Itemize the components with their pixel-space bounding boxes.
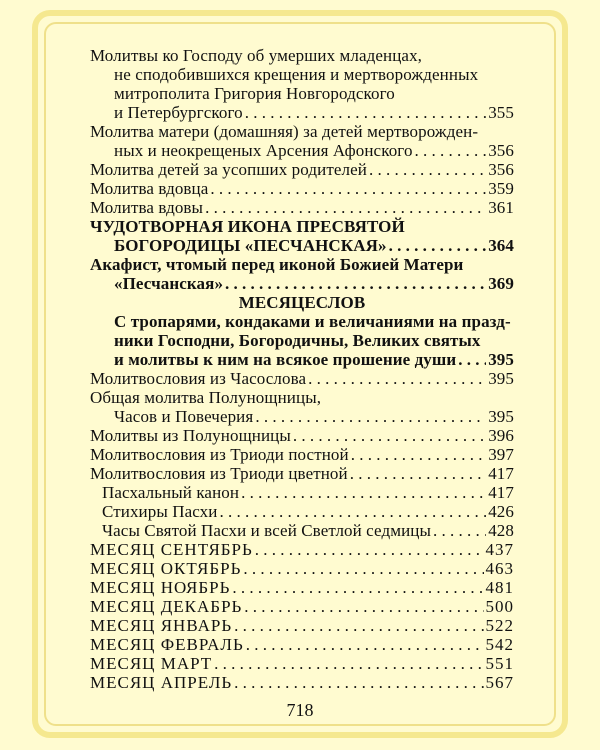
dot-leader [205, 198, 486, 217]
toc-entry-page: 361 [488, 198, 514, 217]
toc-entry-page: 369 [488, 274, 514, 293]
toc-entry [90, 597, 514, 616]
toc-entry-title: Пасхальный канон [102, 483, 240, 502]
toc-entry-title: «Песчанская» [114, 274, 224, 293]
dot-leader [243, 559, 483, 578]
toc-entry [90, 635, 514, 654]
dot-leader [244, 597, 483, 616]
toc-entry-title: МЕСЯЦ НОЯБРЬ [90, 578, 231, 597]
toc-entry-title: Молитвословия из Триоди постной [90, 445, 349, 464]
toc-entry [90, 540, 514, 559]
toc-entry [90, 236, 514, 255]
toc-entry [90, 103, 514, 122]
dot-leader [234, 616, 483, 635]
page-number: 718 [286, 700, 314, 720]
toc-entry-page: 481 [485, 578, 514, 597]
toc-entry [90, 445, 514, 464]
dot-leader [458, 350, 486, 369]
toc-entry [90, 160, 514, 179]
toc-entry-page: 426 [488, 502, 514, 521]
toc-entry-page: 522 [485, 616, 514, 635]
toc-entry-title: МЕСЯЦ ЯНВАРЬ [90, 616, 233, 635]
dot-leader [225, 274, 486, 293]
toc-entry-title: БОГОРОДИЦЫ «ПЕСЧАНСКАЯ» [114, 236, 387, 255]
toc-entry-page: 417 [488, 483, 514, 502]
toc-line: Акафист, чтомый перед иконой Божией Матери [90, 255, 464, 274]
toc-entry-page: 356 [488, 160, 514, 179]
dot-leader [214, 654, 483, 673]
section-heading-mesyatseslov: МЕСЯЦЕСЛОВ [238, 293, 366, 312]
toc-entry [90, 141, 514, 160]
toc-entry-title: Молитвы из Полунощницы [90, 426, 291, 445]
toc-entry [90, 673, 514, 692]
toc-entry-title: Молитва вдовца [90, 179, 209, 198]
toc-entry-title: и молитвы к ним на всякое прошение души [114, 350, 457, 369]
toc-entry-page: 542 [485, 635, 514, 654]
toc-entry-page: 500 [485, 597, 514, 616]
toc-entry-page: 463 [485, 559, 514, 578]
dot-leader [234, 673, 483, 692]
toc-entry-title: МЕСЯЦ ФЕВРАЛЬ [90, 635, 244, 654]
toc-entry-title: МЕСЯЦ МАРТ [90, 654, 213, 673]
toc-entry [90, 483, 514, 502]
dot-leader [232, 578, 483, 597]
toc-entry-title: Молитвословия из Триоди цветной [90, 464, 348, 483]
toc-entry-page: 396 [488, 426, 514, 445]
toc-entry-title: Часы Святой Пасхи и всей Светлой седмицы [102, 521, 431, 540]
toc-entry [90, 426, 514, 445]
toc-line: ники Господни, Богородичны, Великих святых [114, 331, 481, 350]
toc-entry-page: 395 [488, 407, 514, 426]
toc-entry-page: 417 [488, 464, 514, 483]
toc-entry-title: МЕСЯЦ ОКТЯБРЬ [90, 559, 242, 578]
dot-leader [389, 236, 487, 255]
toc-entry-title: Молитва вдовы [90, 198, 204, 217]
toc-entry-page: 356 [488, 141, 514, 160]
dot-leader [219, 502, 486, 521]
dot-leader [415, 141, 487, 160]
dot-leader [245, 103, 486, 122]
toc-entry [90, 179, 514, 198]
toc-line: Молитвы ко Господу об умерших младенцах, [90, 46, 423, 65]
toc-entry-title: Молитва детей за усопших родителей [90, 160, 367, 179]
toc-entry [90, 521, 514, 540]
toc-entry [90, 654, 514, 673]
toc-line: С тропарями, кондаками и величаниями на празд- [114, 312, 511, 331]
toc-line: не сподобившихся крещения и мертворожденных [114, 65, 479, 84]
toc-entry-title: Молитвословия из Часослова [90, 369, 307, 388]
dot-leader [255, 540, 484, 559]
dot-leader [351, 445, 486, 464]
toc-entry [90, 616, 514, 635]
table-of-contents [90, 46, 514, 692]
toc-entry-title: МЕСЯЦ АПРЕЛЬ [90, 673, 233, 692]
dot-leader [210, 179, 486, 198]
dot-leader [369, 160, 486, 179]
toc-heading: ЧУДОТВОРНАЯ ИКОНА ПРЕСВЯТОЙ [90, 217, 405, 236]
toc-entry [90, 407, 514, 426]
dot-leader [293, 426, 486, 445]
toc-entry-page: 551 [485, 654, 514, 673]
toc-entry [90, 274, 514, 293]
toc-entry-page: 397 [488, 445, 514, 464]
toc-entry [90, 198, 514, 217]
toc-entry [90, 350, 514, 369]
toc-entry-page: 437 [485, 540, 514, 559]
dot-leader [433, 521, 486, 540]
toc-line: Молитва матери (домашняя) за детей мертворожден- [90, 122, 479, 141]
toc-entry [90, 464, 514, 483]
toc-entry [90, 559, 514, 578]
dot-leader [255, 407, 486, 426]
toc-entry-title: МЕСЯЦ СЕНТЯБРЬ [90, 540, 253, 559]
toc-entry-page: 355 [488, 103, 514, 122]
toc-entry-title: и Петербургского [114, 103, 243, 122]
dot-leader [246, 635, 484, 654]
toc-entry-page: 395 [488, 369, 514, 388]
toc-entry-title: Часов и Повечерия [114, 407, 254, 426]
toc-line: митрополита Григория Новгородского [114, 84, 395, 103]
toc-entry-page: 395 [488, 350, 514, 369]
toc-entry [90, 369, 514, 388]
toc-entry-title: Стихиры Пасхи [102, 502, 218, 521]
toc-entry [90, 502, 514, 521]
toc-entry [90, 578, 514, 597]
toc-entry-page: 567 [485, 673, 514, 692]
toc-entry-title: МЕСЯЦ ДЕКАБРЬ [90, 597, 243, 616]
dot-leader [350, 464, 486, 483]
toc-entry-page: 364 [488, 236, 514, 255]
toc-entry-page: 428 [488, 521, 514, 540]
toc-entry-title: ных и неокрещеных Арсения Афонского [114, 141, 413, 160]
toc-entry-page: 359 [488, 179, 514, 198]
toc-line: Общая молитва Полунощницы, [90, 388, 322, 407]
dot-leader [308, 369, 486, 388]
dot-leader [241, 483, 486, 502]
